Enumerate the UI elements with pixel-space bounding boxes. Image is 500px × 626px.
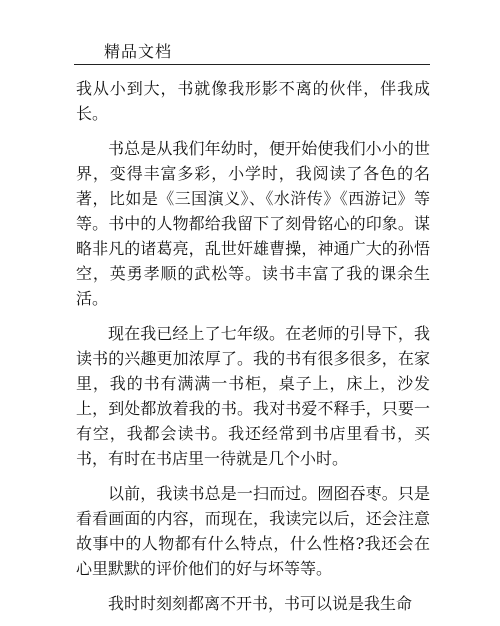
header-divider bbox=[74, 64, 430, 65]
paragraph: 以前，我读书总是一扫而过。囫囵吞枣。只是看看画面的内容，而现在，我读完以后，还会注意故事中的人物都有什么特点，什么性格?我还会在心里默默的评价他们的好与坏等等。 bbox=[76, 484, 430, 578]
paragraph: 现在我已经上了七年级。在老师的引导下，我读书的兴趣更加浓厚了。我的书有很多很多，在家里，我的书有满满一书柜，桌子上，床上，沙发上，到处都放着我的书。我对书爱不释手，只要一有空，我都会读书。我还经常到书店里看书，买书，有时在书店里一待就是几个小时。 bbox=[76, 324, 430, 468]
document-body bbox=[76, 76, 430, 626]
page-header-title: 精品文档 bbox=[104, 42, 173, 61]
paragraph: 书总是从我们年幼时，便开始使我们小小的世界，变得丰富多彩，小学时，我阅读了各色的名著，比如是《三国演义》、《水浒传》《西游记》等等。书中的人物都给我留下了刻骨铭心的印象。谋略非凡的诸葛亮，乱世奸雄曹操，神通广大的孙悟空，英勇孝顺的武松等。读书丰富了我的课余生活。 bbox=[76, 139, 430, 308]
paragraph: 我从小到大，书就像我形影不离的伙伴，伴我成长。 bbox=[76, 79, 430, 123]
paragraph: 我时时刻刻都离不开书，书可以说是我生命 bbox=[108, 594, 413, 613]
